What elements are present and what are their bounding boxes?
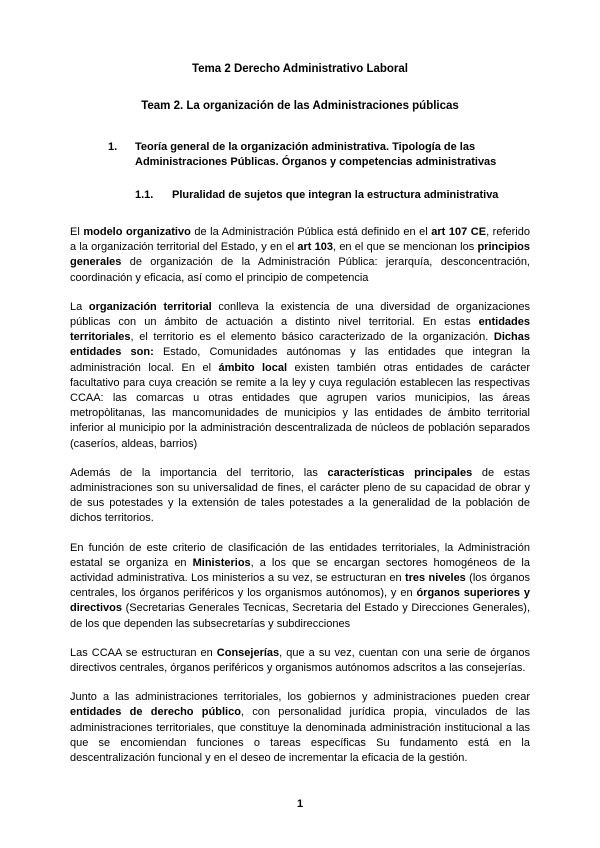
paragraph-5: Las CCAA se estructuran en Consejerías, que a su vez, cuentan con una serie de órganos directivos centrales, órganos periféricos y organismos autónomos adscritos a las consejerías. [70, 646, 530, 675]
paragraph-2: La organización territorial conlleva la existencia de una diversidad de organizaciones públicas con un ámbito de actuación a distinto nivel territorial. En estas entidades territoriales, el territorio es el elemento básico caracterizado de la organización. Dichas entidades son: Estado, Comunidades autónomas y las entidades que integran la administración local. En el ámbito local existen también otras entidades de carácter facultativo para cuya creación se remite a la ley y cuya regulación establecen las respectivas CCAA: las comarcas u otras entidades que agrupen varios municipios, las áreas metropòlitanas, las mancomunidades de municipios y las entidades de ámbito territorial inferior al municipio por la administración descentralizada de núcleos de población separados (caseríos, aldeas, barrios) [70, 300, 531, 450]
paragraph-4: En función de este criterio de clasificación de las entidades territoriales, la Administración estatal se organiza en Ministerios, a los que se encargan sectores homogéneos de la actividad administrativa. Los ministerios a su vez, se estructuran en tres niveles (los órganos centrales, los órganos periféricos y los organismos autónomos), y en órganos superiores y directivos (Secretarias Generales Tecnicas, Secretaria del Estado y Direcciones Generales), de los que dependen las subsecretarías y subdirecciones [70, 541, 530, 630]
document-title: Tema 2 Derecho Administrativo Laboral [191, 63, 408, 75]
subsection-title: Pluralidad de sujetos que integran la estructura administrativa [172, 189, 499, 201]
section-title: Teoría general de la organización administrativa. Tipología de las Administraciones Públicas. Órganos y competencias administrativas [135, 141, 497, 168]
paragraph-6: Junto a las administraciones territoriales, los gobiernos y administraciones pueden crear entidades de derecho público, con personalidad jurídica propia, vinculados de las administraciones territoriales, que constituye la denominada administración institucional a las que se encomiendan funciones o tareas específicas Su fundamento está en la descentralización funcional y en el deseo de incrementar la eficacia de la gestión. [70, 691, 530, 765]
subsection-heading [70, 188, 530, 203]
document-subtitle: Team 2. La organización de las Administraciones públicas [141, 100, 459, 112]
section-heading [70, 140, 530, 170]
section-number: 1. [108, 141, 118, 153]
paragraph-3: Además de la importancia del territorio, las características principales de estas administraciones son su universalidad de fines, el carácter pleno de su capacidad de obrar y de sus potestades y la extensión de tales potestades a la generalidad de la población de dichos territorios. [70, 466, 530, 525]
page-number: 1 [296, 798, 304, 810]
paragraph-1: El modelo organizativo de la Administración Pública está definido en el art 107 CE, referido a la organización territorial del Estado, y en el art 103, en el que se mencionan los principios generales de organización de la Administración Pública: jerarquía, desconcentración, coordinación y eficacia, así como el principio de competencia [70, 226, 531, 284]
subsection-number: 1.1. [135, 189, 154, 201]
